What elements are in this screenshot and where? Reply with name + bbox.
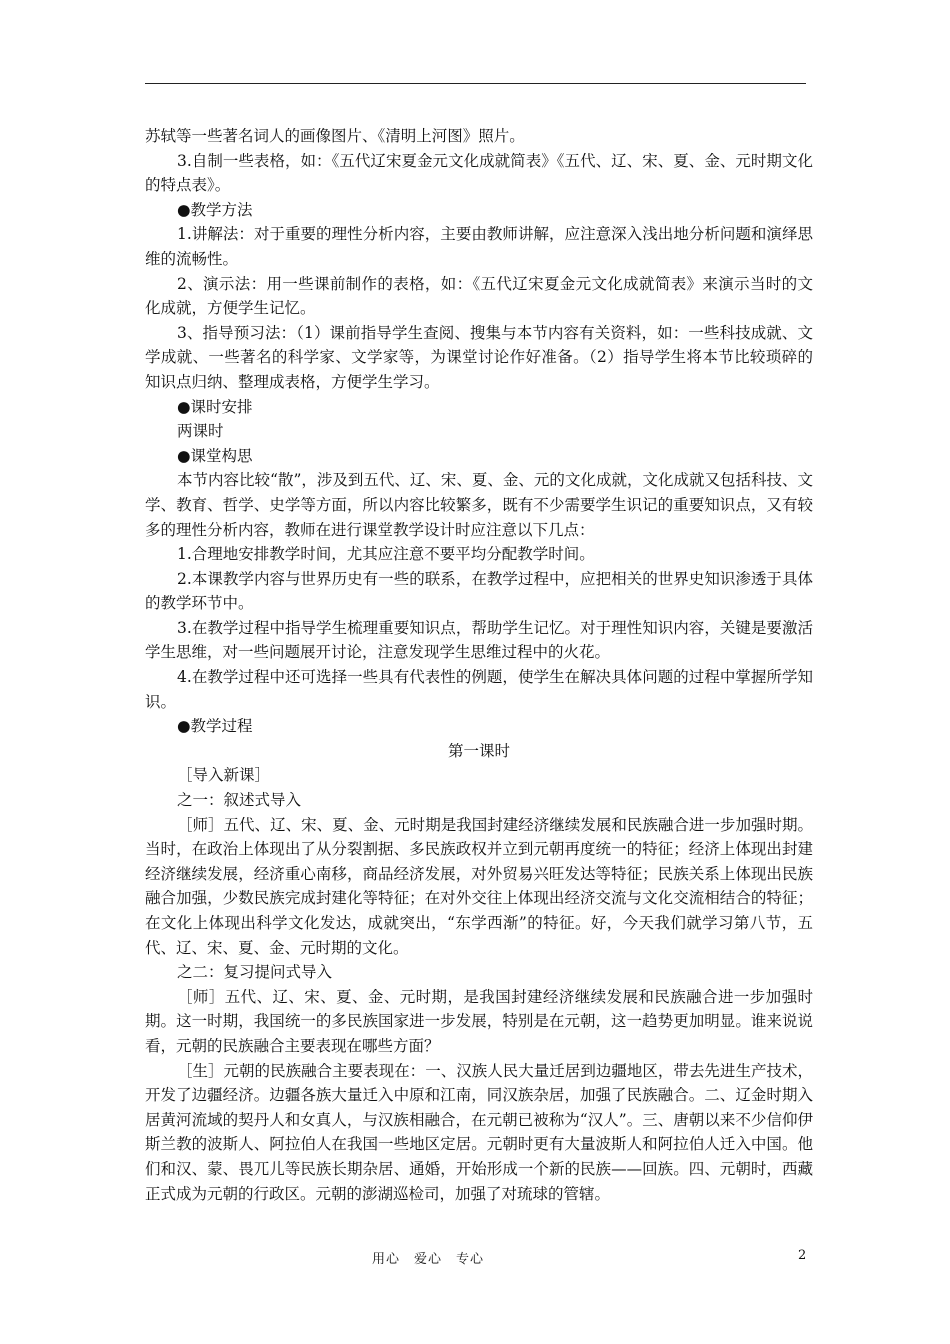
section-heading-design: ●课堂构思: [177, 446, 253, 465]
paragraph: ［师］五代、辽、宋、夏、金、元时期是我国封建经济继续发展和民族融合进一步加强时期。当时，在政治上体现出了从分裂割据、多民族政权并立到元朝再度统一的特征；经济上体现出封建经济继续发展，经济重心南移，商品经济发展，对外贸易兴旺发达等特征；民族关系上体现出民族融合加强，少数民族完成封建化等特征；在对外交往上体现出经济交流与文化交流相结合的特征；在文化上体现出科学文化发达，成就突出，“东学西渐”的特征。好，今天我们就学习第八节，五代、辽、宋、夏、金、元时期的文化。: [145, 815, 813, 957]
section-heading-schedule: ●课时安排: [177, 397, 253, 416]
subheading-method-2: 之二：复习提问式导入: [177, 963, 333, 982]
lesson-title: 第一课时: [447, 741, 510, 760]
subheading-intro: ［导入新课］: [177, 766, 271, 785]
paragraph: ［生］元朝的民族融合主要表现在：一、汉族人民大量迁居到边疆地区，带去先进生产技术，开发了边疆经济。边疆各族大量迁入中原和江南，同汉族杂居，加强了民族融合。二、辽金时期入居黄河流域的契丹人和女真人，与汉族相融合，在元朝已被称为“汉人”。三、唐朝以来不少信仰伊斯兰教的波斯人、阿拉伯人在我国一些地区定居。元朝时更有大量波斯人和阿拉伯人迁入中国。他们和汉、蒙、畏兀儿等民族长期杂居、通婚，开始形成一个新的民族——回族。四、元朝时，西藏正式成为元朝的行政区。元朝的澎湖巡检司，加强了对琉球的管辖。: [145, 1061, 813, 1203]
paragraph: 苏轼等一些著名词人的画像图片、《清明上河图》照片。: [145, 127, 525, 145]
page-number: 2: [798, 1248, 807, 1263]
paragraph: 3.自制一些表格，如：《五代辽宋夏金元文化成就简表》《五代、辽、宋、夏、金、元时期文化的特点表》。: [145, 151, 813, 195]
paragraph: 1.合理地安排教学时间，尤其应注意不要平均分配教学时间。: [177, 545, 595, 564]
paragraph: 2.本课教学内容与世界历史有一些的联系，在教学过程中，应把相关的世界史知识渗透于具体的教学环节中。: [145, 569, 813, 613]
page-footer: [0, 1248, 950, 1268]
section-heading-process: ●教学过程: [177, 717, 253, 736]
paragraph: 4.在教学过程中还可选择一些具有代表性的例题，使学生在解决具体问题的过程中掌握所学知识。: [145, 668, 813, 711]
subheading-method-1: 之一：叙述式导入: [177, 791, 302, 810]
footer-motto: 用心 爱心 专心: [372, 1252, 485, 1267]
paragraph: 1.讲解法：对于重要的理性分析内容，主要由教师讲解，应注意深入浅出地分析问题和演绎思维的流畅性。: [145, 225, 813, 268]
paragraph: 3.在教学过程中指导学生梳理重要知识点，帮助学生记忆。对于理性知识内容，关键是要激活学生思维，对一些问题展开讨论，注意发现学生思维过程中的火花。: [145, 618, 813, 662]
header-rule: [145, 83, 806, 84]
section-heading-methods: ●教学方法: [177, 200, 253, 219]
paragraph: 本节内容比较“散”，涉及到五代、辽、宋、夏、金、元的文化成就，文化成就又包括科技、文学、教育、哲学、史学等方面，所以内容比较繁多，既有不少需要学生识记的重要知识点，又有较多的理性分析内容，教师在进行课堂教学设计时应注意以下几点：: [145, 471, 813, 539]
paragraph: 2、演示法：用一些课前制作的表格，如：《五代辽宋夏金元文化成就简表》来演示当时的文化成就，方便学生记忆。: [145, 274, 813, 318]
paragraph: ［师］五代、辽、宋、夏、金、元时期，是我国封建经济继续发展和民族融合进一步加强时期。这一时期，我国统一的多民族国家进一步发展，特别是在元朝，这一趋势更加明显。谁来说说看，元朝的民族融合主要表现在哪些方面？: [145, 987, 813, 1055]
document-body: [145, 124, 813, 1206]
paragraph: 3、指导预习法：（1）课前指导学生查阅、搜集与本节内容有关资料，如：一些科技成就、文学成就、一些著名的科学家、文学家等，为课堂讨论作好准备。（2）指导学生将本节比较琐碎的知识点归纳、整理成表格，方便学生学习。: [145, 323, 813, 391]
paragraph: 两课时: [177, 422, 224, 441]
